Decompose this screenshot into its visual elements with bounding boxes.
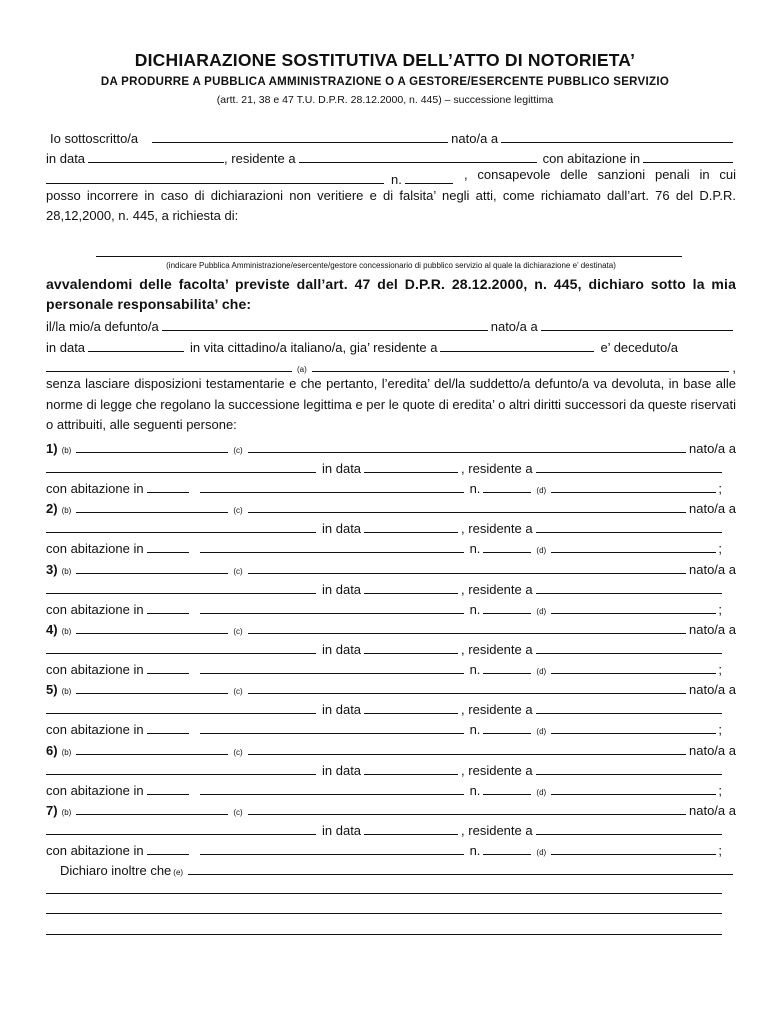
heir-birthplace-field[interactable] <box>46 518 316 533</box>
heir-birthdate-field[interactable] <box>364 639 458 654</box>
note-mark-b: (b) <box>61 748 72 757</box>
document-subtitle: DA PRODURRE A PUBBLICA AMMINISTRAZIONE O A GESTORE/ESERCENTE PUBBLICO SERVIZIO <box>100 76 670 88</box>
declarant-resident-label: , residente a <box>224 151 296 166</box>
heir-relation-field[interactable] <box>76 498 228 513</box>
heir-birthplace-field[interactable] <box>46 579 316 594</box>
heir-birthdate-field[interactable] <box>364 458 458 473</box>
heir-name-field[interactable] <box>248 740 686 755</box>
heir-name-row <box>46 738 736 758</box>
heir-address-label: con abitazione in <box>46 602 144 617</box>
recipient-note: (indicare Pubblica Amministrazione/esercente/gestore concessionario di pubblico servizio al quale la dichiarazione e’ destinata) <box>166 261 616 270</box>
heir-number-field[interactable] <box>483 599 531 614</box>
additional-declaration-row <box>46 858 736 878</box>
heir-semicolon: ; <box>718 783 722 798</box>
declarant-address-label: con abitazione in <box>542 151 641 166</box>
heir-number-field[interactable] <box>483 780 531 795</box>
heir-number-label: n. <box>469 783 481 798</box>
heir-city-field[interactable] <box>551 599 716 614</box>
deceased-relation-label: il/la mio/a defunto/a <box>46 319 159 334</box>
note-mark-c: (c) <box>233 748 243 757</box>
heir-number-label: n. <box>469 602 481 617</box>
declarant-date-label: in data <box>46 151 86 166</box>
heir-birthplace-field[interactable] <box>46 760 316 775</box>
heir-date-row <box>46 637 736 657</box>
declarant-birthplace-field[interactable] <box>501 128 733 143</box>
heir-birthplace-field[interactable] <box>46 820 316 835</box>
heir-address-type-field[interactable] <box>147 719 189 734</box>
additional-declaration-label: Dichiaro inoltre che <box>60 863 172 878</box>
heir-address-type-field[interactable] <box>147 659 189 674</box>
heir-number: 4) <box>46 622 58 637</box>
heir-number-label: n. <box>469 662 481 677</box>
heir-number-label: n. <box>469 481 481 496</box>
heir-street-field[interactable] <box>200 659 464 674</box>
heir-address-type-field[interactable] <box>147 840 189 855</box>
heir-name-row <box>46 677 736 697</box>
note-mark-c: (c) <box>233 567 243 576</box>
heir-street-field[interactable] <box>200 840 464 855</box>
heir-city-field[interactable] <box>551 780 716 795</box>
note-mark-b: (b) <box>61 687 72 696</box>
heir-number-field[interactable] <box>483 538 531 553</box>
note-mark-b: (b) <box>61 446 72 455</box>
note-mark-d: (d) <box>536 607 547 616</box>
note-mark-c: (c) <box>233 506 243 515</box>
heir-relation-field[interactable] <box>76 559 228 574</box>
recipient-field[interactable] <box>96 256 682 257</box>
heir-born-label: nato/a a <box>689 622 736 637</box>
heir-name-row <box>46 436 736 456</box>
note-mark-b: (b) <box>61 506 72 515</box>
additional-line-3[interactable] <box>46 934 722 935</box>
heir-number: 3) <box>46 562 58 577</box>
heir-date-label: in data <box>322 763 362 778</box>
heir-number-label: n. <box>469 843 481 858</box>
heir-born-label: nato/a a <box>689 803 736 818</box>
heir-number: 7) <box>46 803 58 818</box>
heir-address-label: con abitazione in <box>46 481 144 496</box>
heir-address-row <box>46 778 736 798</box>
declarant-date-row <box>46 146 736 166</box>
heir-address-label: con abitazione in <box>46 722 144 737</box>
note-mark-d: (d) <box>536 667 547 676</box>
deceased-death-place-field[interactable] <box>46 357 292 372</box>
note-mark-d: (d) <box>536 546 547 555</box>
heir-born-label: nato/a a <box>689 501 736 516</box>
heir-city-field[interactable] <box>551 538 716 553</box>
heir-address-row <box>46 536 736 556</box>
heir-number-label: n. <box>469 541 481 556</box>
deceased-born-label: nato/a a <box>490 319 538 334</box>
heir-date-label: in data <box>322 642 362 657</box>
heir-resident-label: , residente a <box>461 763 533 778</box>
heir-born-label: nato/a a <box>689 682 736 697</box>
heir-city-field[interactable] <box>551 478 716 493</box>
note-mark-b: (b) <box>61 567 72 576</box>
heir-address-type-field[interactable] <box>147 478 189 493</box>
heir-name-row <box>46 496 736 516</box>
note-mark-c: (c) <box>233 446 243 455</box>
heir-birthdate-field[interactable] <box>364 699 458 714</box>
heir-name-row <box>46 798 736 818</box>
undersigned-label: Io sottoscritto/a <box>50 131 139 146</box>
heir-birthplace-field[interactable] <box>46 699 316 714</box>
heir-date-row <box>46 516 736 536</box>
heir-born-label: nato/a a <box>689 562 736 577</box>
declarant-name-row <box>46 126 736 146</box>
heir-date-row <box>46 697 736 717</box>
heir-semicolon: ; <box>718 481 722 496</box>
heir-birthdate-field[interactable] <box>364 760 458 775</box>
note-mark-d: (d) <box>536 848 547 857</box>
heir-address-row <box>46 476 736 496</box>
heir-birthdate-field[interactable] <box>364 820 458 835</box>
deceased-death-row <box>46 355 736 375</box>
heir-residence-field[interactable] <box>536 579 722 594</box>
heir-birthdate-field[interactable] <box>364 518 458 533</box>
note-mark-d: (d) <box>536 727 547 736</box>
heir-date-label: in data <box>322 582 362 597</box>
heir-street-field[interactable] <box>200 478 464 493</box>
heir-semicolon: ; <box>718 662 722 677</box>
heir-residence-field[interactable] <box>536 458 722 473</box>
declarant-name-field[interactable] <box>152 128 448 143</box>
heir-residence-field[interactable] <box>536 518 722 533</box>
declarant-residence-field[interactable] <box>299 148 537 163</box>
heir-number-field[interactable] <box>483 478 531 493</box>
heir-name-field[interactable] <box>248 800 686 815</box>
heir-resident-label: , residente a <box>461 823 533 838</box>
heir-address-row <box>46 717 736 737</box>
heir-address-label: con abitazione in <box>46 783 144 798</box>
heir-street-field[interactable] <box>200 538 464 553</box>
heir-address-type-field[interactable] <box>147 538 189 553</box>
heir-number: 1) <box>46 441 58 456</box>
declarant-birthdate-field[interactable] <box>88 148 224 163</box>
heir-name-field[interactable] <box>248 438 686 453</box>
heir-city-field[interactable] <box>551 719 716 734</box>
heir-residence-field[interactable] <box>536 699 722 714</box>
heir-street-field[interactable] <box>200 719 464 734</box>
heir-address-label: con abitazione in <box>46 541 144 556</box>
note-mark-b: (b) <box>61 808 72 817</box>
note-mark-c: (c) <box>233 687 243 696</box>
deceased-birthplace-field[interactable] <box>541 316 733 331</box>
additional-declaration-field[interactable] <box>188 860 733 875</box>
heir-name-field[interactable] <box>248 559 686 574</box>
heir-semicolon: ; <box>718 843 722 858</box>
note-mark-c: (c) <box>233 808 243 817</box>
deceased-death-date-field[interactable] <box>312 357 730 372</box>
heir-address-row <box>46 657 736 677</box>
deceased-died-label: e’ deceduto/a <box>600 340 679 355</box>
heir-number: 5) <box>46 682 58 697</box>
deceased-name-row <box>46 314 736 334</box>
heir-residence-field[interactable] <box>536 760 722 775</box>
heir-birthplace-field[interactable] <box>46 458 316 473</box>
note-mark-d: (d) <box>536 486 547 495</box>
note-mark-d: (d) <box>536 788 547 797</box>
heir-resident-label: , residente a <box>461 461 533 476</box>
succession-paragraph: senza lasciare disposizioni testamentarie e che pertanto, l’eredita’ del/la suddetto/a defunto/a va devoluta, in base alle norme di legge che regolano la successione legittima e per le quote di eredita’ o altri diritti successori da queste riservati o attribuiti, alle seguenti persone: <box>46 376 736 432</box>
penalties-paragraph: , consapevole delle sanzioni penali in cui posso incorrere in caso di dichiarazioni non veritiere e di falsita’ negli atti, come richiamato dall’art. 76 del D.P.R. 28,12,2000, n. 445, a richiesta di: <box>46 167 736 223</box>
additional-line-1[interactable] <box>46 893 722 894</box>
heir-name-row <box>46 557 736 577</box>
deceased-date-label: in data <box>46 340 86 355</box>
heir-date-label: in data <box>322 461 362 476</box>
heir-name-row <box>46 617 736 637</box>
heir-number: 6) <box>46 743 58 758</box>
heir-semicolon: ; <box>718 602 722 617</box>
heir-relation-field[interactable] <box>76 800 228 815</box>
heir-born-label: nato/a a <box>689 743 736 758</box>
declarant-number-label: n. <box>391 172 402 187</box>
heir-number-label: n. <box>469 722 481 737</box>
heir-address-row <box>46 838 736 858</box>
heir-resident-label: , residente a <box>461 582 533 597</box>
note-mark-b: (b) <box>61 627 72 636</box>
heir-number-field[interactable] <box>483 840 531 855</box>
heir-residence-field[interactable] <box>536 820 722 835</box>
heir-residence-field[interactable] <box>536 639 722 654</box>
note-mark-e: (e) <box>173 868 184 877</box>
heir-birthplace-field[interactable] <box>46 639 316 654</box>
deceased-name-field[interactable] <box>162 316 488 331</box>
comma: , <box>732 360 736 375</box>
declarant-born-label: nato/a a <box>451 131 499 146</box>
heir-address-label: con abitazione in <box>46 662 144 677</box>
heir-relation-field[interactable] <box>76 619 228 634</box>
deceased-residence-field[interactable] <box>440 337 594 352</box>
heir-date-row <box>46 818 736 838</box>
heir-birthdate-field[interactable] <box>364 579 458 594</box>
document-title: DICHIARAZIONE SOSTITUTIVA DELL’ATTO DI NOTORIETA’ <box>134 50 636 70</box>
heir-address-type-field[interactable] <box>147 780 189 795</box>
heir-relation-field[interactable] <box>76 740 228 755</box>
heir-street-field[interactable] <box>200 780 464 795</box>
deceased-alive-label: in vita cittadino/a italiano/a, gia’ residente a <box>190 340 438 355</box>
heir-name-field[interactable] <box>248 619 686 634</box>
heir-semicolon: ; <box>718 541 722 556</box>
heir-semicolon: ; <box>718 722 722 737</box>
heir-relation-field[interactable] <box>76 679 228 694</box>
heir-resident-label: , residente a <box>461 521 533 536</box>
heir-street-field[interactable] <box>200 599 464 614</box>
heir-date-row <box>46 758 736 778</box>
legal-references: (artt. 21, 38 e 47 T.U. D.P.R. 28.12.2000, n. 445) – successione legittima <box>216 94 554 106</box>
heir-number-field[interactable] <box>483 659 531 674</box>
heir-resident-label: , residente a <box>461 642 533 657</box>
deceased-date-row <box>46 335 736 355</box>
note-mark-a: (a) <box>297 365 307 374</box>
heir-date-label: in data <box>322 823 362 838</box>
heir-date-row <box>46 577 736 597</box>
heir-name-field[interactable] <box>248 679 686 694</box>
additional-line-2[interactable] <box>46 913 722 914</box>
heir-date-row <box>46 456 736 476</box>
heir-born-label: nato/a a <box>689 441 736 456</box>
deceased-birthdate-field[interactable] <box>88 337 184 352</box>
heir-address-label: con abitazione in <box>46 843 144 858</box>
heir-address-row <box>46 597 736 617</box>
note-mark-c: (c) <box>233 627 243 636</box>
heir-date-label: in data <box>322 521 362 536</box>
heir-city-field[interactable] <box>551 659 716 674</box>
heir-relation-field[interactable] <box>76 438 228 453</box>
heir-number: 2) <box>46 501 58 516</box>
declaration-statement: avvalendomi delle facolta’ previste dall’art. 47 del D.P.R. 28.12.2000, n. 445, dichiaro sotto la mia personale responsabilita’ che: <box>46 276 736 312</box>
heir-number-field[interactable] <box>483 719 531 734</box>
heir-address-type-field[interactable] <box>147 599 189 614</box>
declarant-address-field[interactable] <box>643 148 733 163</box>
heir-resident-label: , residente a <box>461 702 533 717</box>
heir-city-field[interactable] <box>551 840 716 855</box>
heir-name-field[interactable] <box>248 498 686 513</box>
heir-date-label: in data <box>322 702 362 717</box>
